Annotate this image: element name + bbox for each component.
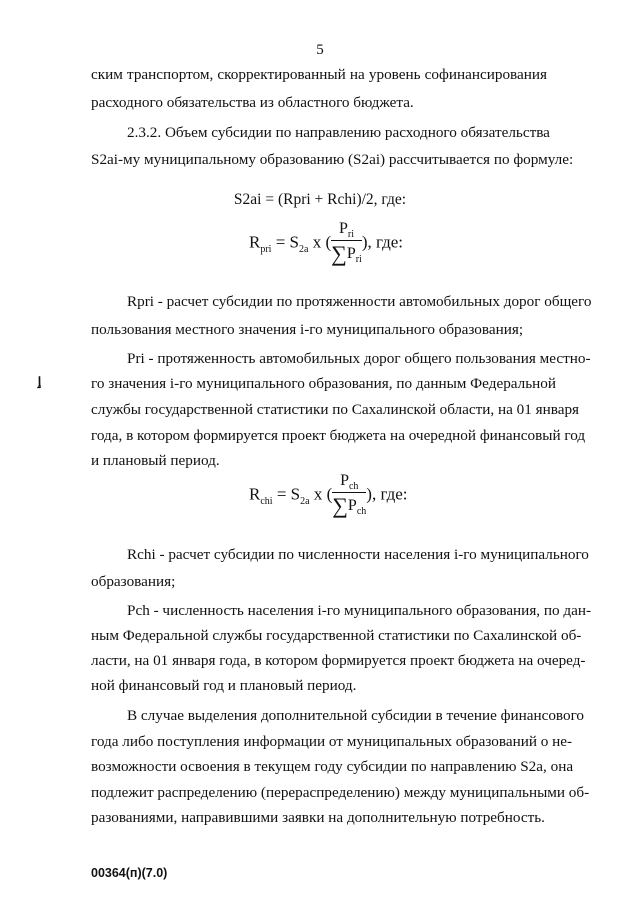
formula-rchi: $R_{chi} = S_{2a}$ x ( $\frac{P_{ch}}{\sum P_{ch}}$ ), где: xyxy=(249,472,408,519)
text-line: пользования местного значения i-го муниципального образования; xyxy=(91,321,524,338)
text-line: ным Федеральной службы государственной статистики по Сахалинской об- xyxy=(91,627,582,644)
text-line: Rpri - расчет субсидии по протяженности автомобильных дорог общего xyxy=(127,293,592,310)
text-line: и плановый период. xyxy=(91,452,220,469)
text-line: службы государственной статистики по Сахалинской области, на 01 января xyxy=(91,401,580,418)
fraction: $\frac{P_{ch}}{\sum P_{ch}}$ xyxy=(332,472,367,519)
margin-mark: ٳ xyxy=(36,374,44,388)
text-line: расходного обязательства из областного бюджета. xyxy=(91,94,414,111)
text-line: ским транспортом, скорректированный на уровень софинансирования xyxy=(91,66,547,83)
formula-s2ai: S2ai = (Rpri + Rchi)/2, где: xyxy=(233,191,407,208)
text-line: года, в котором формируется проект бюджета на очередной финансовый год xyxy=(91,427,586,444)
page-number: 5 xyxy=(316,42,324,58)
document-code: 00364(п)(7.0) xyxy=(91,866,168,880)
text-line: подлежит распределению (перераспределению) между муниципальными об- xyxy=(91,784,590,801)
text-line: Pri - протяженность автомобильных дорог общего пользования местно- xyxy=(127,350,591,367)
text-line: ной финансовый год и плановый период. xyxy=(91,677,357,694)
text-line: разованиями, направившими заявки на дополнительную потребность. xyxy=(91,809,545,826)
text-line: образования; xyxy=(91,573,176,590)
sigma-icon: ∑ xyxy=(331,241,347,267)
text-line: 2.3.2. Объем субсидии по направлению расходного обязательства xyxy=(127,124,550,141)
text-line: го значения i-го муниципального образования, по данным Федеральной xyxy=(91,375,557,392)
text-line: В случае выделения дополнительной субсидии в течение финансового xyxy=(127,707,585,724)
text-line: Rchi - расчет субсидии по численности населения i-го муниципального xyxy=(127,546,589,563)
sigma-icon: ∑ xyxy=(332,493,348,519)
text-line: возможности освоения в текущем году субсидии по направлению S2a, она xyxy=(91,758,574,775)
text-line: года либо поступления информации от муниципальных образований о не- xyxy=(91,733,573,750)
text-line: Pch - численность населения i-го муниципального образования, по дан- xyxy=(127,602,592,619)
fraction: $\frac{P_{ri}}{\sum P_{ri}}$ xyxy=(331,220,362,267)
text-line: S2ai-му муниципальному образованию (S2ai) рассчитывается по формуле: xyxy=(91,151,574,168)
formula-rpri: $R_{pri} = S_{2a}$ x ( $\frac{P_{ri}}{\sum P_{ri}}$ ), где: xyxy=(249,220,404,267)
text-line: ласти, на 01 января года, в котором формируется проект бюджета на очеред- xyxy=(91,652,586,669)
